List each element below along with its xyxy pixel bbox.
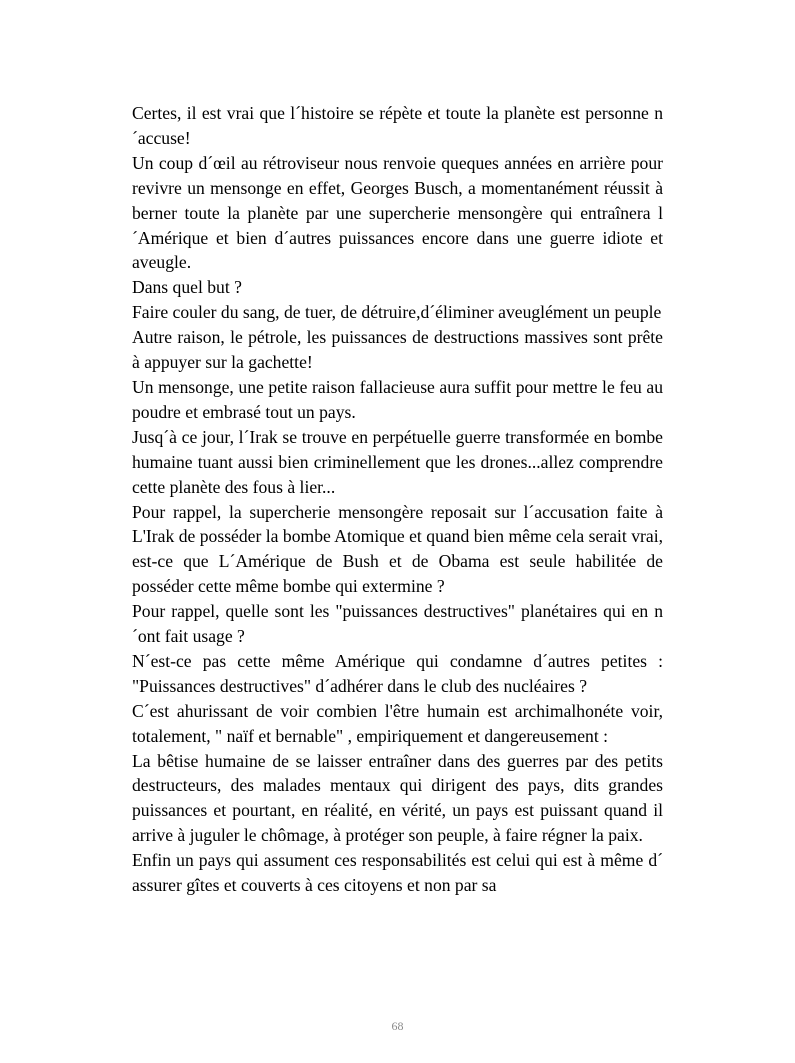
paragraph-9: Pour rappel, quelle sont les "puissances destructives" planétaires qui en n´ont fait usage ? [132, 601, 663, 647]
paragraph-7: Jusq´à ce jour, l´Irak se trouve en perpétuelle guerre transformée en bombe humaine tuant aussi bien criminellement que les drones...allez comprendre cette planète des fous à lier... [132, 426, 663, 497]
paragraph-4: Faire couler du sang, de tuer, de détruire,d´éliminer aveuglément un peuple [132, 302, 662, 323]
paragraph-3: Dans quel but ? [132, 277, 242, 298]
page-number: 68 [391, 1019, 404, 1033]
paragraph-6: Un mensonge, une petite raison fallacieuse aura suffit pour mettre le feu au poudre et embrasé tout un pays. [132, 376, 663, 422]
paragraph-2: Un coup d´œil au rétroviseur nous renvoie queques années en arrière pour revivre un mensonge en effet, Georges Busch, a momentanément réussit à berner toute la planète par une supercherie mensongère qui entraînera l´Amérique et bien d´autres puissances encore dans une guerre idiote et aveugle. [132, 152, 663, 273]
paragraph-5: Autre raison, le pétrole, les puissances de destructions massives sont prête à appuyer sur la gachette! [132, 327, 663, 373]
paragraph-12: La bêtise humaine de se laisser entraîner dans des guerres par des petits destructeurs, des malades mentaux qui dirigent des pays, dits grandes puissances et pourtant, en réalité, en vérité, un pays est puissant quand il arrive à juguler le chômage, à protéger son peuple, à faire régner la paix. [132, 750, 663, 846]
paragraph-1: Certes, il est vrai que l´histoire se répète et toute la planète est personne n´accuse! [132, 103, 663, 148]
paragraph-10: N´est-ce pas cette même Amérique qui condamne d´autres petites : "Puissances destructives" d´adhérer dans le club des nucléaires ? [132, 650, 663, 696]
body-text [132, 101, 663, 898]
paragraph-11: C´est ahurissant de voir combien l'être humain est archimalhonéte voir, totalement, " naïf et bernable" , empiriquement et dangereusement : [132, 700, 663, 746]
paragraph-8: Pour rappel, la supercherie mensongère reposait sur l´accusation faite à L'Irak de posséder la bombe Atomique et quand bien même cela serait vrai, est-ce que L´Amérique de Bush et de Obama est seule habilitée de posséder cette même bombe qui extermine ? [132, 501, 663, 597]
paragraph-13: Enfin un pays qui assument ces responsabilités est celui qui est à même d´ assurer gîtes et couverts à ces citoyens et non par sa [132, 850, 663, 896]
